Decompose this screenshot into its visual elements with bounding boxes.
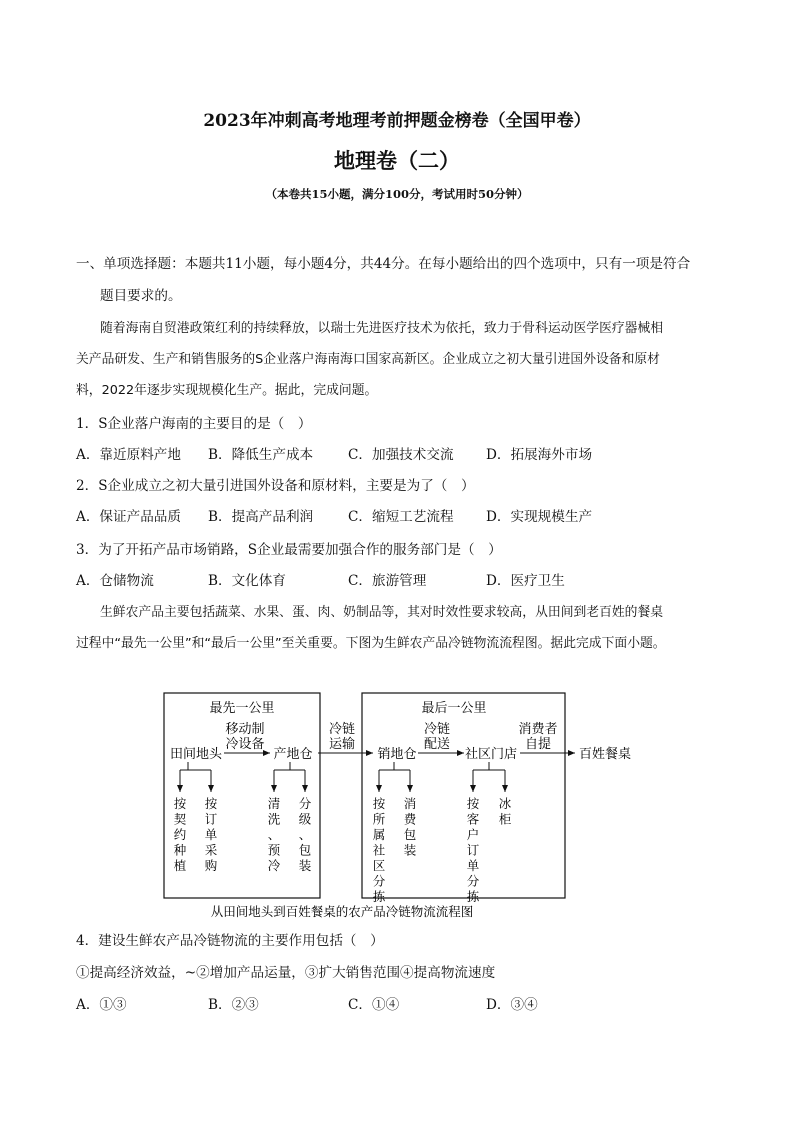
section-instruction: 一、单项选择题：本题共11小题，每小题4分，共44分。在每小题给出的四个选项中，只有一项是符合: [76, 256, 691, 272]
q4-option-c[interactable]: C．①④: [348, 997, 400, 1013]
passage1-line1: 随着海南自贸港政策红利的持续释放，以瑞士先进医疗技术为依托，致力于骨科运动医学医疗器械相: [100, 321, 664, 336]
arrow3-label-top: 冷链: [423, 722, 451, 737]
node-community-store: 社区门店: [464, 747, 518, 762]
q4-option-b[interactable]: B．②③: [208, 997, 259, 1013]
arrow4-label-bottom: 自提: [524, 737, 552, 752]
passage1-line2: 关产品研发、生产和销售服务的S企业落户海南海口国家高新区。企业成立之初大量引进国外设备和原材: [76, 352, 660, 367]
first-mile-label: 最先一公里: [209, 701, 275, 716]
passage1-line3: 料，2022年逐步实现规模化生产。据此，完成问题。: [76, 383, 378, 398]
q3-option-a[interactable]: A．仓储物流: [76, 573, 154, 589]
q1-option-b[interactable]: B．降低生产成本: [208, 447, 314, 463]
sub-item-order-sort: 按客户订单分拣: [466, 796, 480, 904]
q4-option-d[interactable]: D．③④: [486, 997, 538, 1013]
sub-item-consumer-pack: 消费包装: [403, 796, 417, 858]
arrow2-label-bottom: 运输: [328, 737, 356, 752]
q2-option-c[interactable]: C．缩短工艺流程: [348, 509, 454, 525]
passage2-line1: 生鲜农产品主要包括蔬菜、水果、蛋、肉、奶制品等，其对时效性要求较高，从田间到老百姓的餐桌: [100, 605, 664, 620]
branch-field: [188, 762, 211, 770]
diagram-caption: 从田间地头到百姓餐桌的农产品冷链物流流程图: [210, 904, 474, 919]
exam-subtitle: 地理卷（二）: [334, 148, 460, 173]
question4-statements: ①提高经济效益，~②增加产品运量，③扩大销售范围④提高物流速度: [76, 965, 496, 981]
q2-option-a[interactable]: A．保证产品品质: [76, 509, 181, 525]
q2-option-d[interactable]: D．实现规模生产: [486, 509, 593, 525]
last-mile-label: 最后一公里: [421, 701, 487, 716]
q1-option-a[interactable]: A．靠近原料产地: [76, 447, 181, 463]
passage2-line2: 过程中“最先一公里”和“最后一公里”至关重要。下图为生鲜农产品冷链物流流程图。据此完成下面小题。: [76, 636, 666, 651]
q4-option-a[interactable]: A．①③: [76, 997, 127, 1013]
arrow4-label-top: 消费者: [518, 722, 558, 737]
q1-option-c[interactable]: C．加强技术交流: [348, 447, 454, 463]
branch-origin: [274, 762, 305, 770]
question2-stem: 2．S企业成立之初大量引进国外设备和原材料，主要是为了（ ）: [76, 478, 475, 494]
arrow2-label-top: 冷链: [328, 722, 356, 737]
node-origin-warehouse: 产地仓: [273, 747, 313, 762]
arrow3-label-bottom: 配送: [423, 737, 451, 752]
sub-item-order-purchase: 按订单采购: [204, 796, 218, 873]
arrow1-label-top: 移动制: [225, 722, 265, 737]
exam-title: 2023年冲刺高考地理考前押题金榜卷（全国甲卷）: [203, 111, 591, 131]
arrow1-label-bottom: 冷设备: [225, 737, 265, 752]
exam-note: （本卷共15小题，满分100分，考试用时50分钟）: [265, 187, 529, 201]
section-instruction-cont: 题目要求的。: [100, 288, 182, 304]
question4-stem: 4．建设生鲜农产品冷链物流的主要作用包括（ ）: [76, 933, 384, 949]
q3-option-c[interactable]: C．旅游管理: [348, 573, 427, 589]
sub-item-grade-pack: 分级、包装: [298, 796, 312, 873]
question1-stem: 1．S企业落户海南的主要目的是（ ）: [76, 416, 312, 432]
node-market-warehouse: 销地仓: [377, 747, 417, 762]
branch-market: [379, 762, 410, 770]
node-dining-table: 百姓餐桌: [578, 747, 632, 762]
q2-option-b[interactable]: B．提高产品利润: [208, 509, 314, 525]
branch-store: [473, 762, 505, 770]
node-field: 田间地头: [169, 747, 223, 762]
q1-option-d[interactable]: D．拓展海外市场: [486, 447, 593, 463]
q3-option-d[interactable]: D．医疗卫生: [486, 573, 565, 589]
sub-item-freezer: 冰柜: [498, 796, 512, 827]
sub-item-wash-precool: 清洗、预冷: [267, 796, 281, 873]
sub-item-contract-planting: 按契约种植: [173, 796, 187, 873]
q3-option-b[interactable]: B．文化体育: [208, 573, 286, 589]
sub-item-community-sort: 按所属社区分拣: [372, 796, 386, 904]
question3-stem: 3．为了开拓产品市场销路，S企业最需要加强合作的服务部门是（ ）: [76, 542, 502, 558]
